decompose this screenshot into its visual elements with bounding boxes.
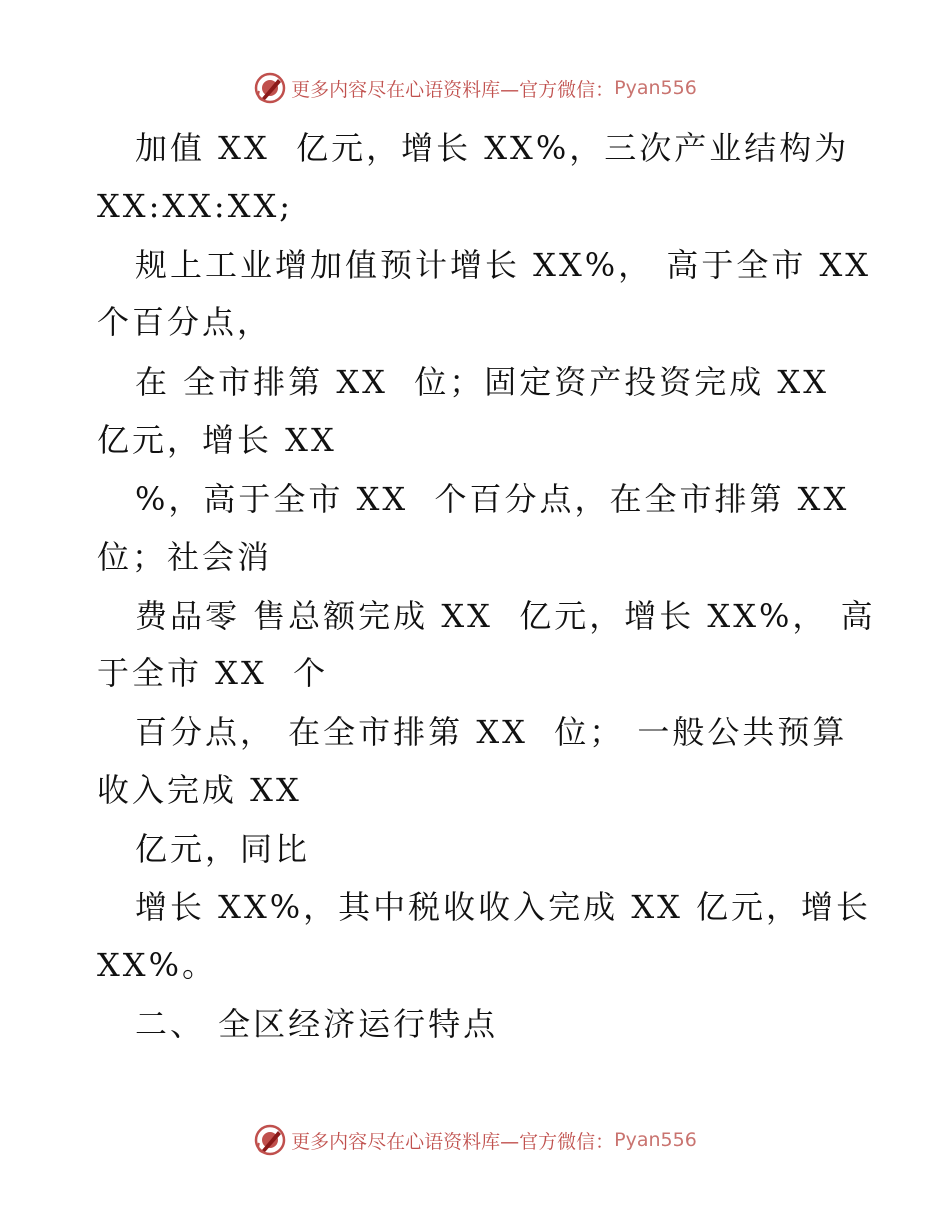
paragraph-line: 在 全市排第 XX 位；固定资产投资完成 XX [135, 363, 829, 401]
watermark-text: 更多内容尽在心语资料库—官方微信： [291, 1130, 615, 1153]
paragraph-line: 于全市 XX 个 [97, 654, 329, 692]
section-heading: 二、 全区经济运行特点 [135, 1005, 499, 1043]
paragraph-line: XX%。 [97, 946, 217, 984]
watermark-text: 更多内容尽在心语资料库—官方微信： [291, 78, 615, 101]
watermark-wechat-id: Pyan556 [614, 1129, 697, 1151]
watermark-wechat-id: Pyan556 [614, 77, 697, 99]
watermark-banner-bottom [0, 1120, 950, 1160]
logo-seal-icon [253, 1123, 287, 1157]
paragraph-line: 加值 XX 亿元，增长 XX%，三次产业结构为 [135, 129, 850, 167]
paragraph-line: 百分点， 在全市排第 XX 位； 一般公共预算 [135, 713, 848, 751]
paragraph-line: 费品零 售总额完成 XX 亿元，增长 XX%， 高 [135, 597, 876, 635]
paragraph-line: 个百分点， [97, 303, 273, 341]
paragraph-line: 位；社会消 [97, 538, 273, 576]
paragraph-line: 增长 XX%，其中税收收入完成 XX 亿元，增长 [135, 888, 872, 926]
paragraph-line: 收入完成 XX [97, 771, 302, 809]
paragraph-line: XX:XX:XX; [97, 187, 294, 225]
paragraph-line: 亿元，增长 XX [97, 421, 337, 459]
paragraph-line: %，高于全市 XX 个百分点，在全市排第 XX [135, 480, 850, 518]
paragraph-line: 亿元，同比 [135, 830, 311, 868]
paragraph-line: 规上工业增加值预计增长 XX%， 高于全市 XX [135, 246, 872, 284]
